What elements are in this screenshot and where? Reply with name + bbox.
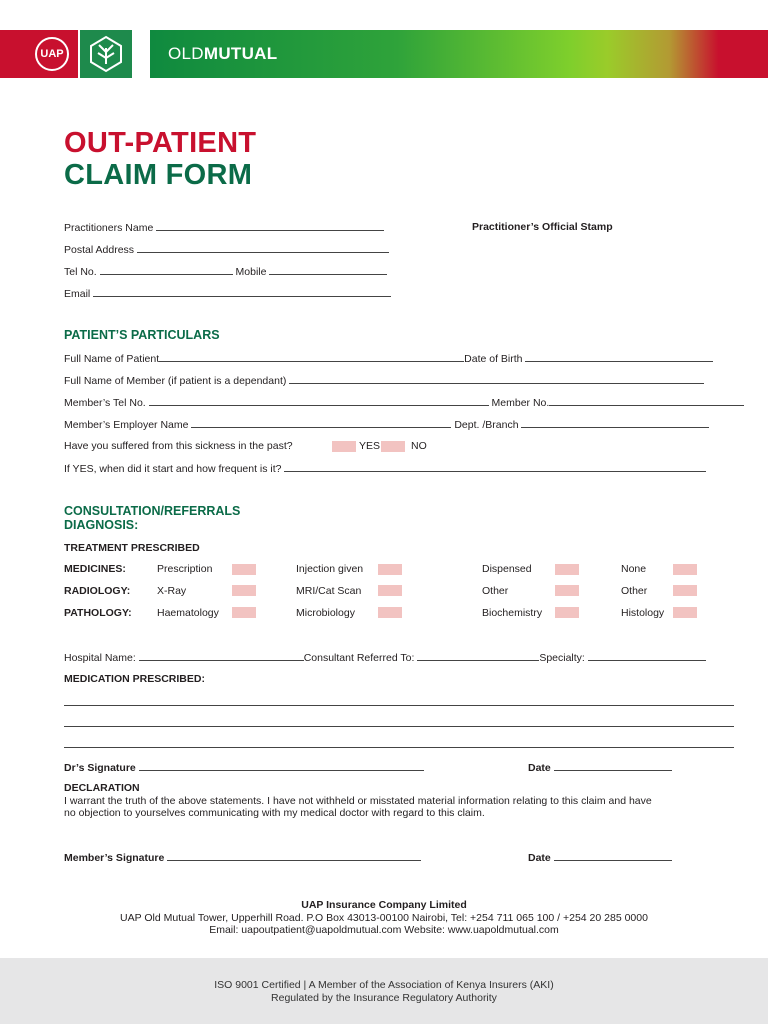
- field-label: Email: [64, 288, 91, 300]
- haematology-checkbox[interactable]: [232, 607, 256, 618]
- sickness-question: Have you suffered from this sickness in the past?: [64, 440, 293, 452]
- microbiology-checkbox[interactable]: [378, 607, 402, 618]
- company-address: UAP Old Mutual Tower, Upperhill Road. P.O Box 43013-00100 Nairobi, Tel: +254 711 065 100 / +254 20 285 0000: [120, 912, 648, 924]
- consultation-heading: CONSULTATION/REFERRALS: [64, 504, 241, 518]
- company-contacts: Email: uapoutpatient@uapoldmutual.com Website: www.uapoldmutual.com: [209, 924, 559, 936]
- logo-text-mutual: MUTUAL: [203, 44, 278, 63]
- footer-regulation: Regulated by the Insurance Regulatory Authority: [271, 992, 497, 1004]
- option-label: Histology: [621, 607, 665, 619]
- option-label: Other: [621, 585, 648, 597]
- prescription-checkbox[interactable]: [232, 564, 256, 575]
- patient-name-field[interactable]: [64, 352, 713, 365]
- medication-line-3[interactable]: [64, 747, 734, 748]
- field-label: Full Name of Member (if patient is a dependant): [64, 375, 287, 387]
- field-label: Member’s Employer Name: [64, 419, 189, 431]
- option-label: Haematology: [157, 607, 219, 619]
- row-label-radiology: RADIOLOGY:: [64, 585, 131, 597]
- patient-particulars-heading: PATIENT’S PARTICULARS: [64, 328, 220, 342]
- company-name: UAP Insurance Company Limited: [301, 899, 467, 911]
- option-label: Microbiology: [296, 607, 355, 619]
- field-label: Full Name of Patient: [64, 353, 160, 365]
- field-label: Postal Address: [64, 244, 135, 256]
- field-label: Practitioners Name: [64, 222, 154, 234]
- option-label: Injection given: [296, 563, 364, 575]
- yes-label: YES: [359, 440, 381, 452]
- field-label: Tel No.: [64, 266, 97, 278]
- form-title-line1: OUT-PATIENT: [64, 127, 257, 159]
- radiology-other-checkbox[interactable]: [555, 585, 579, 596]
- biochemistry-checkbox[interactable]: [555, 607, 579, 618]
- medication-line-1[interactable]: [64, 705, 734, 706]
- hospital-referral-field[interactable]: [64, 651, 706, 664]
- old-mutual-tree-logo: [80, 30, 132, 78]
- row-label-medicines: MEDICINES:: [64, 563, 126, 575]
- field-label: Mobile: [235, 266, 267, 278]
- field-label: Consultant Referred To:: [303, 652, 415, 664]
- tel-mobile-field[interactable]: [64, 265, 387, 278]
- treatment-heading: TREATMENT PRESCRIBED: [64, 542, 200, 554]
- footer-certification: ISO 9001 Certified | A Member of the Association of Kenya Insurers (AKI): [214, 979, 554, 991]
- option-label: None: [621, 563, 647, 575]
- medication-heading: MEDICATION PRESCRIBED:: [64, 673, 205, 685]
- medication-line-2[interactable]: [64, 726, 734, 727]
- injection-checkbox[interactable]: [378, 564, 402, 575]
- yes-checkbox[interactable]: [332, 441, 356, 452]
- practitioner-name-field[interactable]: [64, 221, 384, 234]
- option-label: Other: [482, 585, 509, 597]
- option-label: Prescription: [157, 563, 213, 575]
- email-field[interactable]: [64, 287, 391, 300]
- field-label: Dept. /Branch: [454, 419, 519, 431]
- declaration-heading: DECLARATION: [64, 782, 140, 794]
- no-checkbox[interactable]: [381, 441, 405, 452]
- field-label: Member No.: [491, 397, 550, 409]
- field-label: Dr’s Signature: [64, 762, 136, 774]
- footer-band: [0, 958, 768, 1024]
- radiology-other2-checkbox[interactable]: [673, 585, 697, 596]
- option-label: Dispensed: [482, 563, 532, 575]
- option-label: X-Ray: [157, 585, 187, 597]
- member-name-field[interactable]: [64, 374, 704, 387]
- tree-icon: [80, 30, 132, 78]
- field-label: Specialty:: [539, 652, 585, 664]
- dispensed-checkbox[interactable]: [555, 564, 579, 575]
- histology-checkbox[interactable]: [673, 607, 697, 618]
- none-checkbox[interactable]: [673, 564, 697, 575]
- option-label: MRI/Cat Scan: [296, 585, 362, 597]
- form-title-line2: CLAIM FORM: [64, 159, 253, 191]
- if-yes-field[interactable]: [64, 462, 706, 475]
- field-label: If YES, when did it start and how frequent is it?: [64, 463, 282, 475]
- diagnosis-heading: DIAGNOSIS:: [64, 518, 139, 532]
- member-tel-field[interactable]: [64, 396, 744, 409]
- xray-checkbox[interactable]: [232, 585, 256, 596]
- dr-date-field[interactable]: [528, 761, 672, 774]
- field-label: Member’s Tel No.: [64, 397, 146, 409]
- field-label: Member’s Signature: [64, 852, 165, 864]
- uap-logo: UAP: [35, 37, 69, 71]
- field-label: Hospital Name:: [64, 652, 136, 664]
- field-label: Date: [528, 762, 551, 774]
- logo-text-old: OLD: [168, 44, 204, 63]
- field-label: Date of Birth: [464, 353, 523, 365]
- declaration-text-line1: I warrant the truth of the above statements. I have not withheld or misstated material information relating to this claim and have: [64, 795, 652, 807]
- member-signature-field[interactable]: [64, 851, 421, 864]
- official-stamp-label: Practitioner’s Official Stamp: [472, 221, 613, 233]
- row-label-pathology: PATHOLOGY:: [64, 607, 132, 619]
- dr-signature-field[interactable]: [64, 761, 424, 774]
- declaration-text-line2: no objection to yourselves communicating with my medical doctor with regard to this claim.: [64, 807, 485, 819]
- no-label: NO: [411, 440, 427, 452]
- option-label: Biochemistry: [482, 607, 543, 619]
- member-date-field[interactable]: [528, 851, 672, 864]
- employer-field[interactable]: [64, 418, 709, 431]
- postal-address-field[interactable]: [64, 243, 389, 256]
- field-label: Date: [528, 852, 551, 864]
- old-mutual-logo: [168, 44, 277, 64]
- mri-checkbox[interactable]: [378, 585, 402, 596]
